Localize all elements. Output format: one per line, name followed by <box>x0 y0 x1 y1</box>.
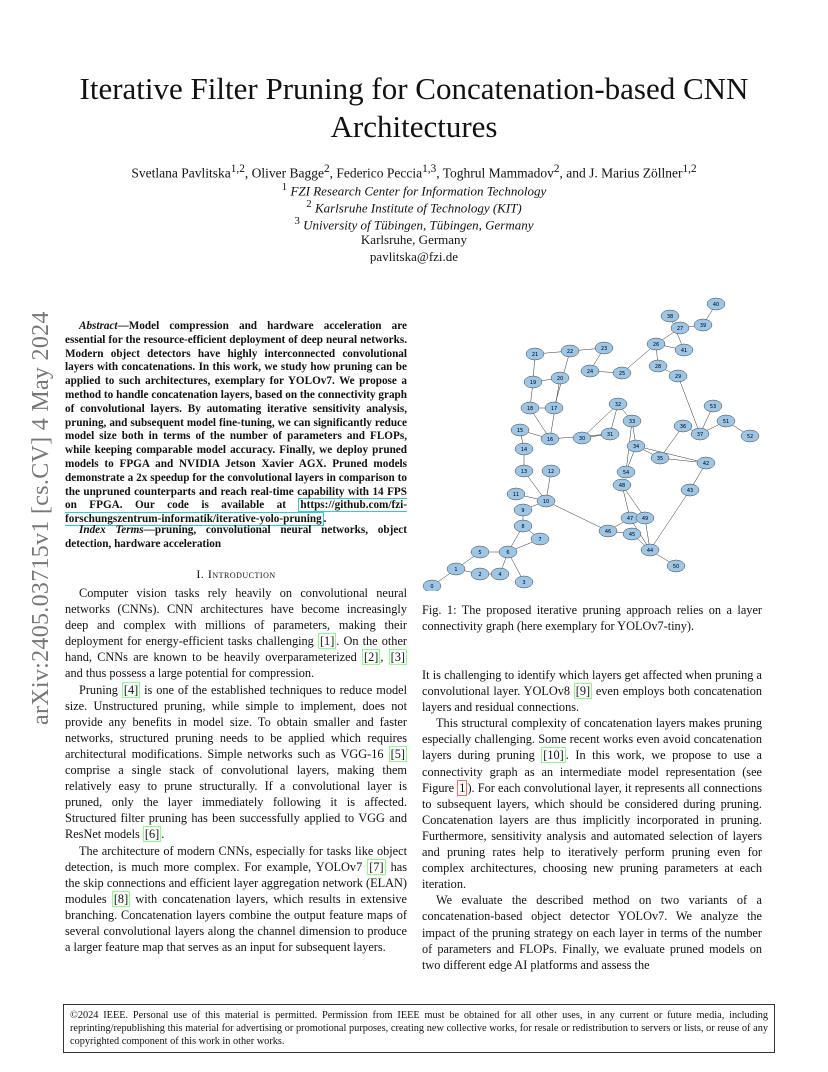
graph-node-label: 49 <box>641 515 649 522</box>
graph-node-label: 7 <box>538 536 542 543</box>
graph-node-label: 22 <box>566 348 574 355</box>
graph-node-label: 14 <box>520 446 528 453</box>
graph-node-label: 1 <box>454 566 458 573</box>
intro-text <box>65 585 407 955</box>
location: Karlsruhe, Germany <box>360 232 468 247</box>
graph-node-label: 48 <box>618 482 626 489</box>
graph-node-label: 40 <box>712 301 720 308</box>
graph-node-label: 8 <box>521 523 525 530</box>
email: pavlitska@fzi.de <box>369 249 459 264</box>
paragraph: Computer vision tasks rely heavily on convolutional neural networks (CNNs). CNN architectures have become increasingly deep and complex with millions of parameters, making their deployment for energy-efficient tasks challenging [1] . On the other hand, CNNs are known to be heavily overparameterized [2] , [3] and thus possess a large potential for compression. <box>65 586 407 681</box>
graph-node-label: 35 <box>656 455 664 462</box>
graph-node-label: 23 <box>600 345 608 352</box>
graph-node-label: 43 <box>686 487 694 494</box>
paragraph: We evaluate the described method on two variants of a concatenation-based object detector YOLOv7. We analyze the impact of the pruning strategy on each layer in terms of the number of parameters and FLOPs. Finally, we evaluate pruned models on two different edge AI platforms and assess the <box>422 893 762 972</box>
graph-node-label: 45 <box>628 531 636 538</box>
graph-node-label: 46 <box>604 528 612 535</box>
graph-node-label: 5 <box>478 549 482 556</box>
author: Federico Peccia <box>336 165 423 181</box>
author: J. Marius Zöllner <box>589 165 683 181</box>
graph-node-label: 15 <box>516 427 524 434</box>
paragraph: It is challenging to identify which layers get affected when pruning a convolutional layer. YOLOv8 [9] even employs both concatenation layers and residual connections. <box>422 668 762 715</box>
paragraph: The architecture of modern CNNs, especially for tasks like object detection, is much more complex. For example, YOLOv7 [7] has the skip connections and efficient layer aggregation network (ELAN) modules [8] with concatenation layers, which results in extensive branching. Concatenation layers combine the output feature maps of several convolutional layers along the channel dimension to produce a larger feature map that serves as an input for subsequent layers. <box>65 843 407 955</box>
graph-node-label: 18 <box>526 405 534 412</box>
graph-node-label: 9 <box>521 507 525 514</box>
paper-title: Iterative Filter Pruning for Concatenation-based CNN Architectures <box>79 71 749 144</box>
graph-node-label: 16 <box>546 436 554 443</box>
connectivity-graph-figure <box>420 296 765 591</box>
graph-node-label: 26 <box>652 341 660 348</box>
graph-node-label: 51 <box>722 418 730 425</box>
graph-node-label: 31 <box>606 431 614 438</box>
graph-node-label: 34 <box>632 443 640 450</box>
paragraph: Pruning [4] is one of the established techniques to reduce model size. Unstructured pruning, while simple to implement, does not provide any benefits in model size. To obtain smaller and faster networks, structured pruning needs to be applied which requires architectural modifications. Simple networks such as VGG-16 [5] comprise a single stack of convolutional layers, making them relatively easy to prune structurally. If a convolutional layer is pruned, only the layer immediately following it is affected. Structured filter pruning has been successfully applied to VGG and ResNet models [6] . <box>65 682 407 842</box>
paragraph: This structural complexity of concatenation layers makes pruning especially challenging. Some recent works even avoid concatenation layers during pruning [10] . In this work, we propose to use a connectivity graph as an intermediate model representation (see Figure 1 ). For each convolutional layer, it represents all connections to subsequent layers, which should be considered during pruning. Concatenation layers are thus implicitly incorporated in pruning. Furthermore, sensitivity analysis and automated selection of layers and pruning rates help to iteratively perform pruning even for complex architectures, choosing new pruning parameters at each iteration. <box>422 716 762 892</box>
graph-node-label: 32 <box>614 401 622 408</box>
graph-node-label: 33 <box>628 418 636 425</box>
graph-edge <box>546 501 608 531</box>
graph-node-label: 53 <box>709 403 717 410</box>
graph-node-label: 2 <box>478 571 482 578</box>
code-link[interactable]: https://github.com/fzi-forschungszentrum-informatik/iterative-yolo-pruning <box>65 499 407 526</box>
author: Toghrul Mammadov <box>442 165 554 181</box>
graph-node-label: 30 <box>578 435 586 442</box>
graph-node-label: 24 <box>586 368 594 375</box>
right-column-text <box>422 667 762 973</box>
graph-node-label: 17 <box>550 405 558 412</box>
section-heading: I. Introduction <box>196 567 276 581</box>
copyright-notice: ©2024 IEEE. Personal use of this material is permitted. Permission from IEEE must be obtained for all other uses, in any current or future media, including reprinting/republishing this material for advertising or promotional purposes, creating new collective works, for resale or redistribution to servers or lists, or reuse of any copyrighted component of this work in other works. <box>63 1004 775 1053</box>
graph-node-label: 4 <box>498 571 502 578</box>
graph-node-label: 6 <box>506 549 510 556</box>
graph-node-label: 27 <box>676 325 684 332</box>
arxiv-identifier: arXiv:2405.03715v1 [cs.CV] 4 May 2024 <box>28 311 54 725</box>
graph-node-label: 10 <box>542 498 550 505</box>
graph-node-label: 0 <box>430 583 434 590</box>
graph-node-label: 20 <box>556 375 564 382</box>
graph-node-label: 44 <box>646 547 654 554</box>
affiliation: $^3$ University of Tübingen, Tübingen, Germany <box>294 215 534 233</box>
graph-node-label: 29 <box>674 373 682 380</box>
graph-node-label: 13 <box>520 468 528 475</box>
graph-node-label: 37 <box>696 431 704 438</box>
index-terms: Index Terms—pruning, convolutional neural networks, object detection, hardware acceleration <box>65 524 407 550</box>
graph-edge <box>636 446 706 463</box>
graph-node-label: 52 <box>746 433 754 440</box>
graph-node-label: 39 <box>699 322 707 329</box>
graph-edge <box>650 490 690 550</box>
graph-node-label: 21 <box>531 351 539 358</box>
author: Oliver Bagge <box>251 165 324 181</box>
graph-node-label: 28 <box>654 363 662 370</box>
graph-node-label: 11 <box>512 491 520 498</box>
graph-node-label: 47 <box>626 515 634 522</box>
abstract: Abstract—Model compression and hardware acceleration are essential for the resource-efficient deployment of deep neural networks. Modern object detectors have highly interconnected convolutional layers with concatenations. In this work, we study how pruning can be applied to such architectures, exemplary for YOLOv7. We propose a method to handle concatenation layers, based on the connectivity graph of convolutional layers. By automating iterative sensitivity analysis, pruning, and subsequent model fine-tuning, we can significantly reduce model size both in terms of the number of parameters and FLOPs, while keeping comparable model accuracy. Finally, we deploy pruned models to FPGA and NVIDIA Jetson Xavier AGX. Pruned models demonstrate a 2x speedup for the convolutional layers in comparison to the unpruned counterparts and reach real-time capability with 14 FPS on FPGA. Our code is available at https://github.com/fzi-forschungszentrum-informatik/iterative-yolo-pruning . <box>65 320 407 526</box>
graph-node-label: 19 <box>529 379 537 386</box>
graph-node-label: 3 <box>522 579 526 586</box>
graph-node-label: 54 <box>622 469 630 476</box>
affiliation: $^1$ FZI Research Center for Information Technology <box>281 181 547 199</box>
graph-node-label: 12 <box>547 468 555 475</box>
graph-node-label: 50 <box>672 563 680 570</box>
author-list: Svetlana Pavlitska$^{1,2}$, Oliver Bagge$^2$, Federico Peccia$^{1,3}$, Toghrul Mammadov$^2$, and J. Marius Zöllner$^{1,2}$ <box>131 163 697 181</box>
graph-node-label: 41 <box>680 347 688 354</box>
author: Svetlana Pavlitska <box>131 165 231 181</box>
graph-node-label: 25 <box>618 370 626 377</box>
affiliation: $^2$ Karlsruhe Institute of Technology (KIT) <box>306 198 522 216</box>
graph-node-label: 36 <box>679 423 687 430</box>
graph-node-label: 42 <box>702 460 710 467</box>
figure-caption: Fig. 1: The proposed iterative pruning approach relies on a layer connectivity graph (here exemplary for YOLOv7-tiny). <box>422 603 762 633</box>
graph-node-label: 38 <box>666 313 674 320</box>
